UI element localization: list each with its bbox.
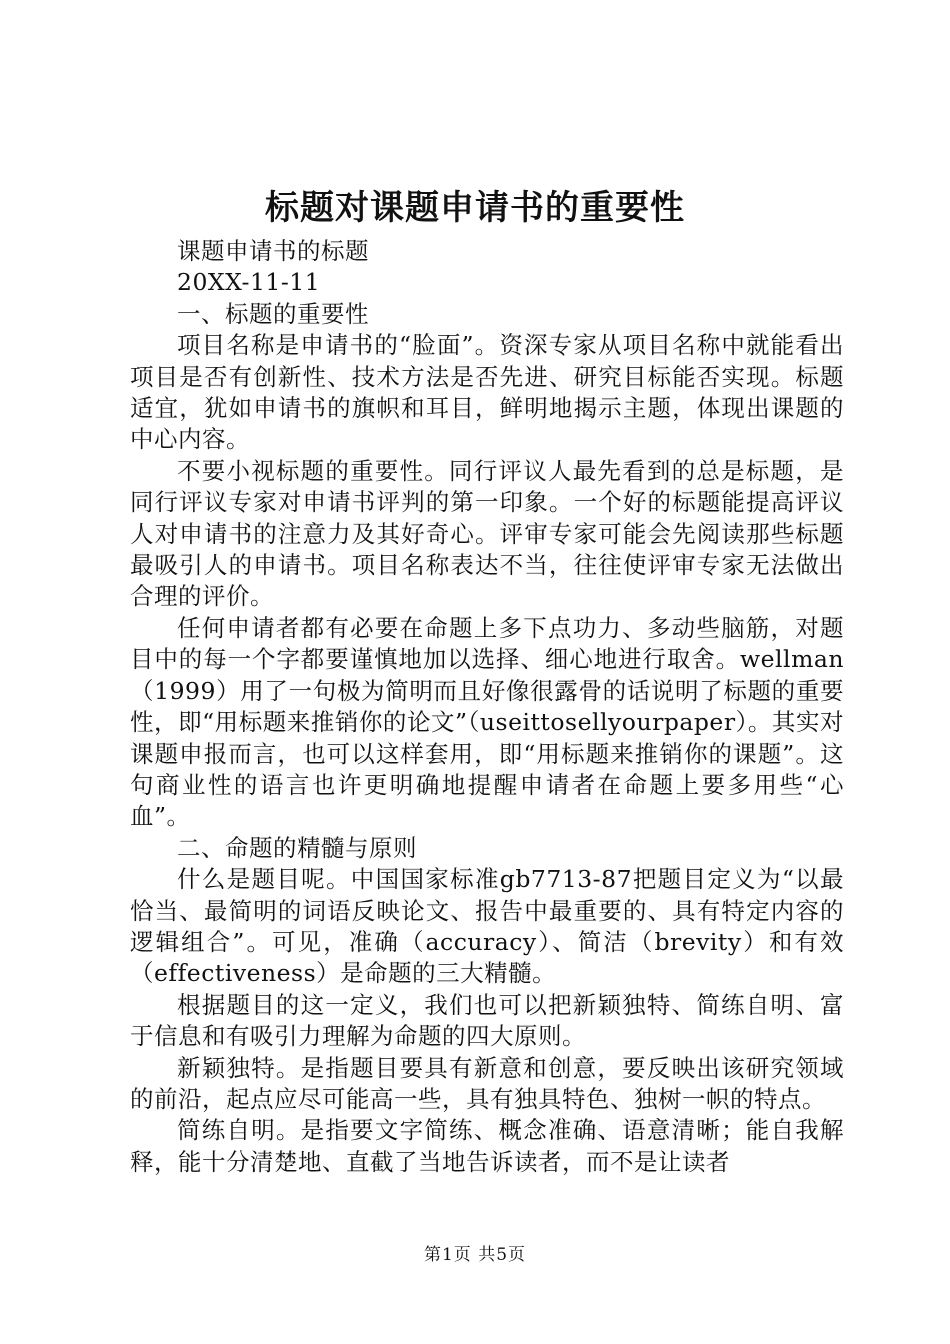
document-title: 标题对课题申请书的重要性 <box>265 188 685 228</box>
section-heading-2: 二、命题的精髓与原则 <box>177 833 417 862</box>
document-body <box>130 236 844 1178</box>
body-paragraph: 简练自明。是指要文字简练、概念准确、语意清晰；能自我解释，能十分清楚地、直截了当地告诉读者，而不是让读者 <box>130 1116 844 1176</box>
body-paragraph: 任何申请者都有必要在命题上多下点功力、多动些脑筋，对题目中的每一个字都要谨慎地加以选择、细心地进行取舍。wellman（1999）用了一句极为简明而且好像很露骨的话说明了标题的重要性，即“用标题来推销你的论文”（useittosellyourpaper）。其实对课题申报而言，也可以这样套用，即“用标题来推销你的课题”。这句商业性的语言也许更明确地提醒申请者在命题上要多用些“心血”。 <box>130 613 844 831</box>
body-paragraph: 什么是题目呢。中国国家标准gb7713-87把题目定义为“以最恰当、最简明的词语反映论文、报告中最重要的、具有特定内容的逻辑组合”。可见，准确（accuracy）、简洁（brevity）和有效（effectiveness）是命题的三大精髓。 <box>130 865 844 988</box>
date-line: 20XX-11-11 <box>177 268 321 297</box>
body-paragraph: 不要小视标题的重要性。同行评议人最先看到的总是标题，是同行评议专家对申请书评判的第一印象。一个好的标题能提高评议人对申请书的注意力及其好奇心。评审专家可能会先阅读那些标题最吸引人的申请书。项目名称表达不当，往往使评审专家无法做出合理的评价。 <box>130 456 844 611</box>
page-number: 第1页 共5页 <box>423 1245 527 1265</box>
section-heading-1: 一、标题的重要性 <box>177 299 369 328</box>
subtitle-line: 课题申请书的标题 <box>177 237 369 265</box>
body-paragraph: 新颖独特。是指题目要具有新意和创意，要反映出该研究领域的前沿，起点应尽可能高一些，具有独具特色、独树一帜的特点。 <box>130 1053 844 1113</box>
body-paragraph: 项目名称是申请书的“脸面”。资深专家从项目名称中就能看出项目是否有创新性、技术方法是否先进、研究目标能否实现。标题适宜，犹如申请书的旗帜和耳目，鲜明地揭示主题，体现出课题的中心内容。 <box>130 331 844 454</box>
body-paragraph: 根据题目的这一定义，我们也可以把新颖独特、简练自明、富于信息和有吸引力理解为命题的四大原则。 <box>130 990 844 1051</box>
